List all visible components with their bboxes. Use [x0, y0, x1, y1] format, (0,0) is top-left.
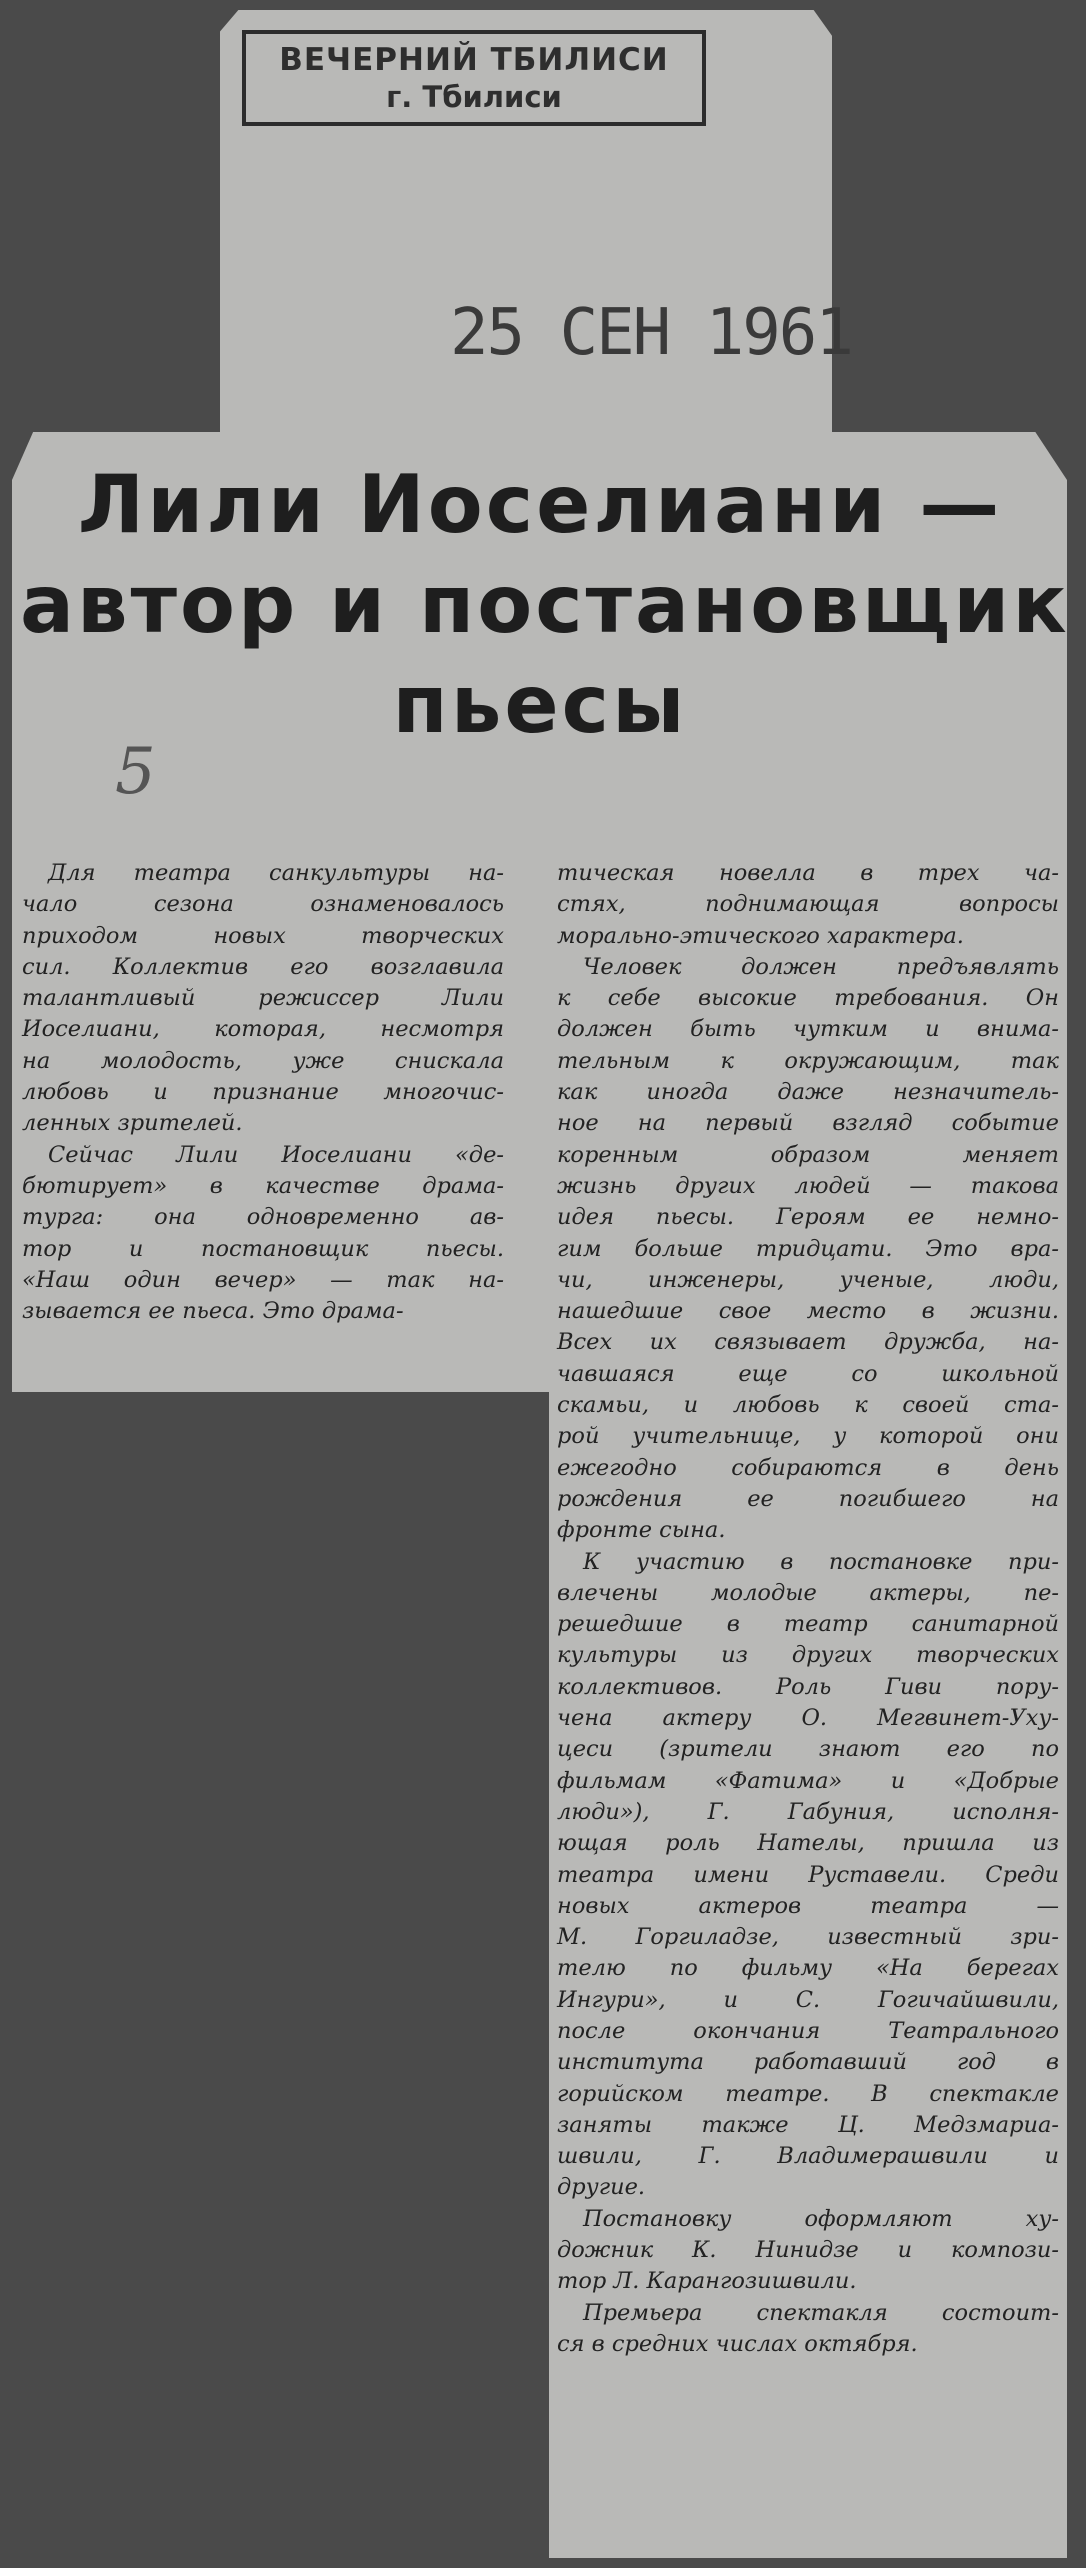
article-line: Ингури», и С. Гогичайшвили,	[557, 1986, 1059, 2013]
article-line: швили, Г. Владимерашвили и	[557, 2143, 1059, 2170]
article-line: фильмам «Фатима» и «Добрые	[557, 1767, 1059, 1794]
article-line: коренным образом меняет	[557, 1141, 1059, 1168]
article-line: как иногда даже незначитель-	[557, 1079, 1059, 1106]
article-headline	[20, 455, 1070, 755]
article-line: скамьи, и любовь к своей ста-	[557, 1392, 1059, 1419]
article-line: тельным к окружающим, так	[557, 1047, 1059, 1074]
article-line: гим больше тридцати. Это вра-	[557, 1235, 1059, 1262]
article-line: ющая роль Нателы, пришла из	[557, 1830, 1059, 1857]
article-line: Всех их связывает дружба, на-	[557, 1329, 1059, 1356]
article-line: зывается ее пьеса. Это драма-	[22, 1298, 404, 1325]
article-line: дожник К. Нинидзе и компози-	[557, 2237, 1059, 2264]
article-line: К участию в постановке при-	[583, 1548, 1059, 1575]
article-line: цеси (зрители знают его по	[557, 1736, 1059, 1763]
article-line: влечены молодые актеры, пе-	[557, 1579, 1059, 1606]
stamp-city: г. Тбилиси	[386, 80, 562, 114]
article-line: чена актеру О. Мегвинет-Уху-	[557, 1705, 1059, 1732]
headline-line-3: пьесы	[392, 658, 688, 751]
newspaper-stamp	[242, 30, 706, 126]
article-line: «Наш один вечер» — так на-	[22, 1266, 504, 1293]
article-line: идея пьесы. Героям ее немно-	[557, 1204, 1059, 1231]
article-line: тор и постановщик пьесы.	[22, 1235, 504, 1262]
article-line: Постановку оформляют ху-	[583, 2205, 1059, 2232]
date-stamp: 25 СЕН 1961	[450, 296, 852, 370]
article-line: тическая новелла в трех ча-	[557, 860, 1059, 886]
article-line: заняты также Ц. Медзмариа-	[557, 2111, 1059, 2138]
article-line: приходом новых творческих	[22, 922, 504, 949]
article-line: чавшаяся еще со школьной	[557, 1360, 1059, 1387]
article-line: на молодость, уже снискала	[22, 1047, 504, 1074]
article-line: талантливый режиссер Лили	[22, 985, 504, 1012]
article-line: ся в средних числах октября.	[557, 2330, 918, 2357]
headline-line-2: автор и постановщик	[20, 558, 1070, 651]
article-line: Премьера спектакля состоит-	[583, 2299, 1059, 2326]
article-line: фронте сына.	[557, 1517, 726, 1544]
article-line: другие.	[557, 2174, 646, 2201]
article-line: телю по фильму «На берегах	[557, 1955, 1059, 1982]
article-line: должен быть чутким и внима-	[557, 1016, 1059, 1043]
headline-line-1: Лили Иоселиани —	[77, 458, 1003, 551]
article-line: ное на первый взгляд событие	[557, 1110, 1059, 1137]
article-line: горийском театре. В спектакле	[557, 2080, 1059, 2107]
article-line: театра имени Руставели. Среди	[557, 1861, 1059, 1888]
article-line: М. Горгиладзе, известный зри-	[557, 1924, 1059, 1951]
handwritten-mark: 5	[115, 735, 156, 809]
article-line: рой учительнице, у которой они	[557, 1423, 1059, 1450]
article-line: тор Л. Карангозишвили.	[557, 2268, 857, 2295]
article-line: сил. Коллектив его возглавила	[22, 953, 504, 980]
article-line: бютирует» в качестве драма-	[22, 1172, 504, 1199]
article-line: после окончания Театрального	[557, 2017, 1059, 2044]
article-line: нашедшие свое место в жизни.	[557, 1298, 1059, 1325]
article-line: ленных зрителей.	[22, 1110, 243, 1137]
article-line: ежегодно собираются в день	[557, 1454, 1059, 1481]
article-line: чи, инженеры, ученые, люди,	[557, 1266, 1059, 1293]
stamp-newspaper-name: ВЕЧЕРНИЙ ТБИЛИСИ	[279, 42, 669, 78]
article-line: Иоселиани, которая, несмотря	[22, 1016, 504, 1043]
article-line: к себе высокие требования. Он	[557, 985, 1059, 1012]
article-line: решедшие в театр санитарной	[557, 1611, 1059, 1638]
article-line: института работавший год в	[557, 2049, 1059, 2076]
article-line: культуры из других творческих	[557, 1642, 1059, 1669]
article-line: люди»), Г. Габуния, исполня-	[557, 1798, 1059, 1825]
article-line: рождения ее погибшего на	[557, 1485, 1059, 1512]
article-line: морально-этического характера.	[557, 922, 964, 949]
article-line: Для театра санкультуры на-	[48, 860, 504, 886]
article-line: жизнь других людей — такова	[557, 1172, 1059, 1199]
article-left-column	[22, 858, 504, 1327]
article-right-column	[557, 858, 1059, 2360]
article-line: стях, поднимающая вопросы	[557, 891, 1059, 918]
article-line: турга: она одновременно ав-	[22, 1204, 504, 1231]
article-line: Человек должен предъявлять	[583, 953, 1059, 980]
article-line: новых актеров театра —	[557, 1892, 1059, 1919]
article-line: Сейчас Лили Иоселиани «де-	[48, 1141, 504, 1168]
article-line: коллективов. Роль Гиви пору-	[557, 1673, 1059, 1700]
article-line: любовь и признание многочис-	[22, 1079, 504, 1106]
article-line: чало сезона ознаменовалось	[22, 891, 504, 918]
